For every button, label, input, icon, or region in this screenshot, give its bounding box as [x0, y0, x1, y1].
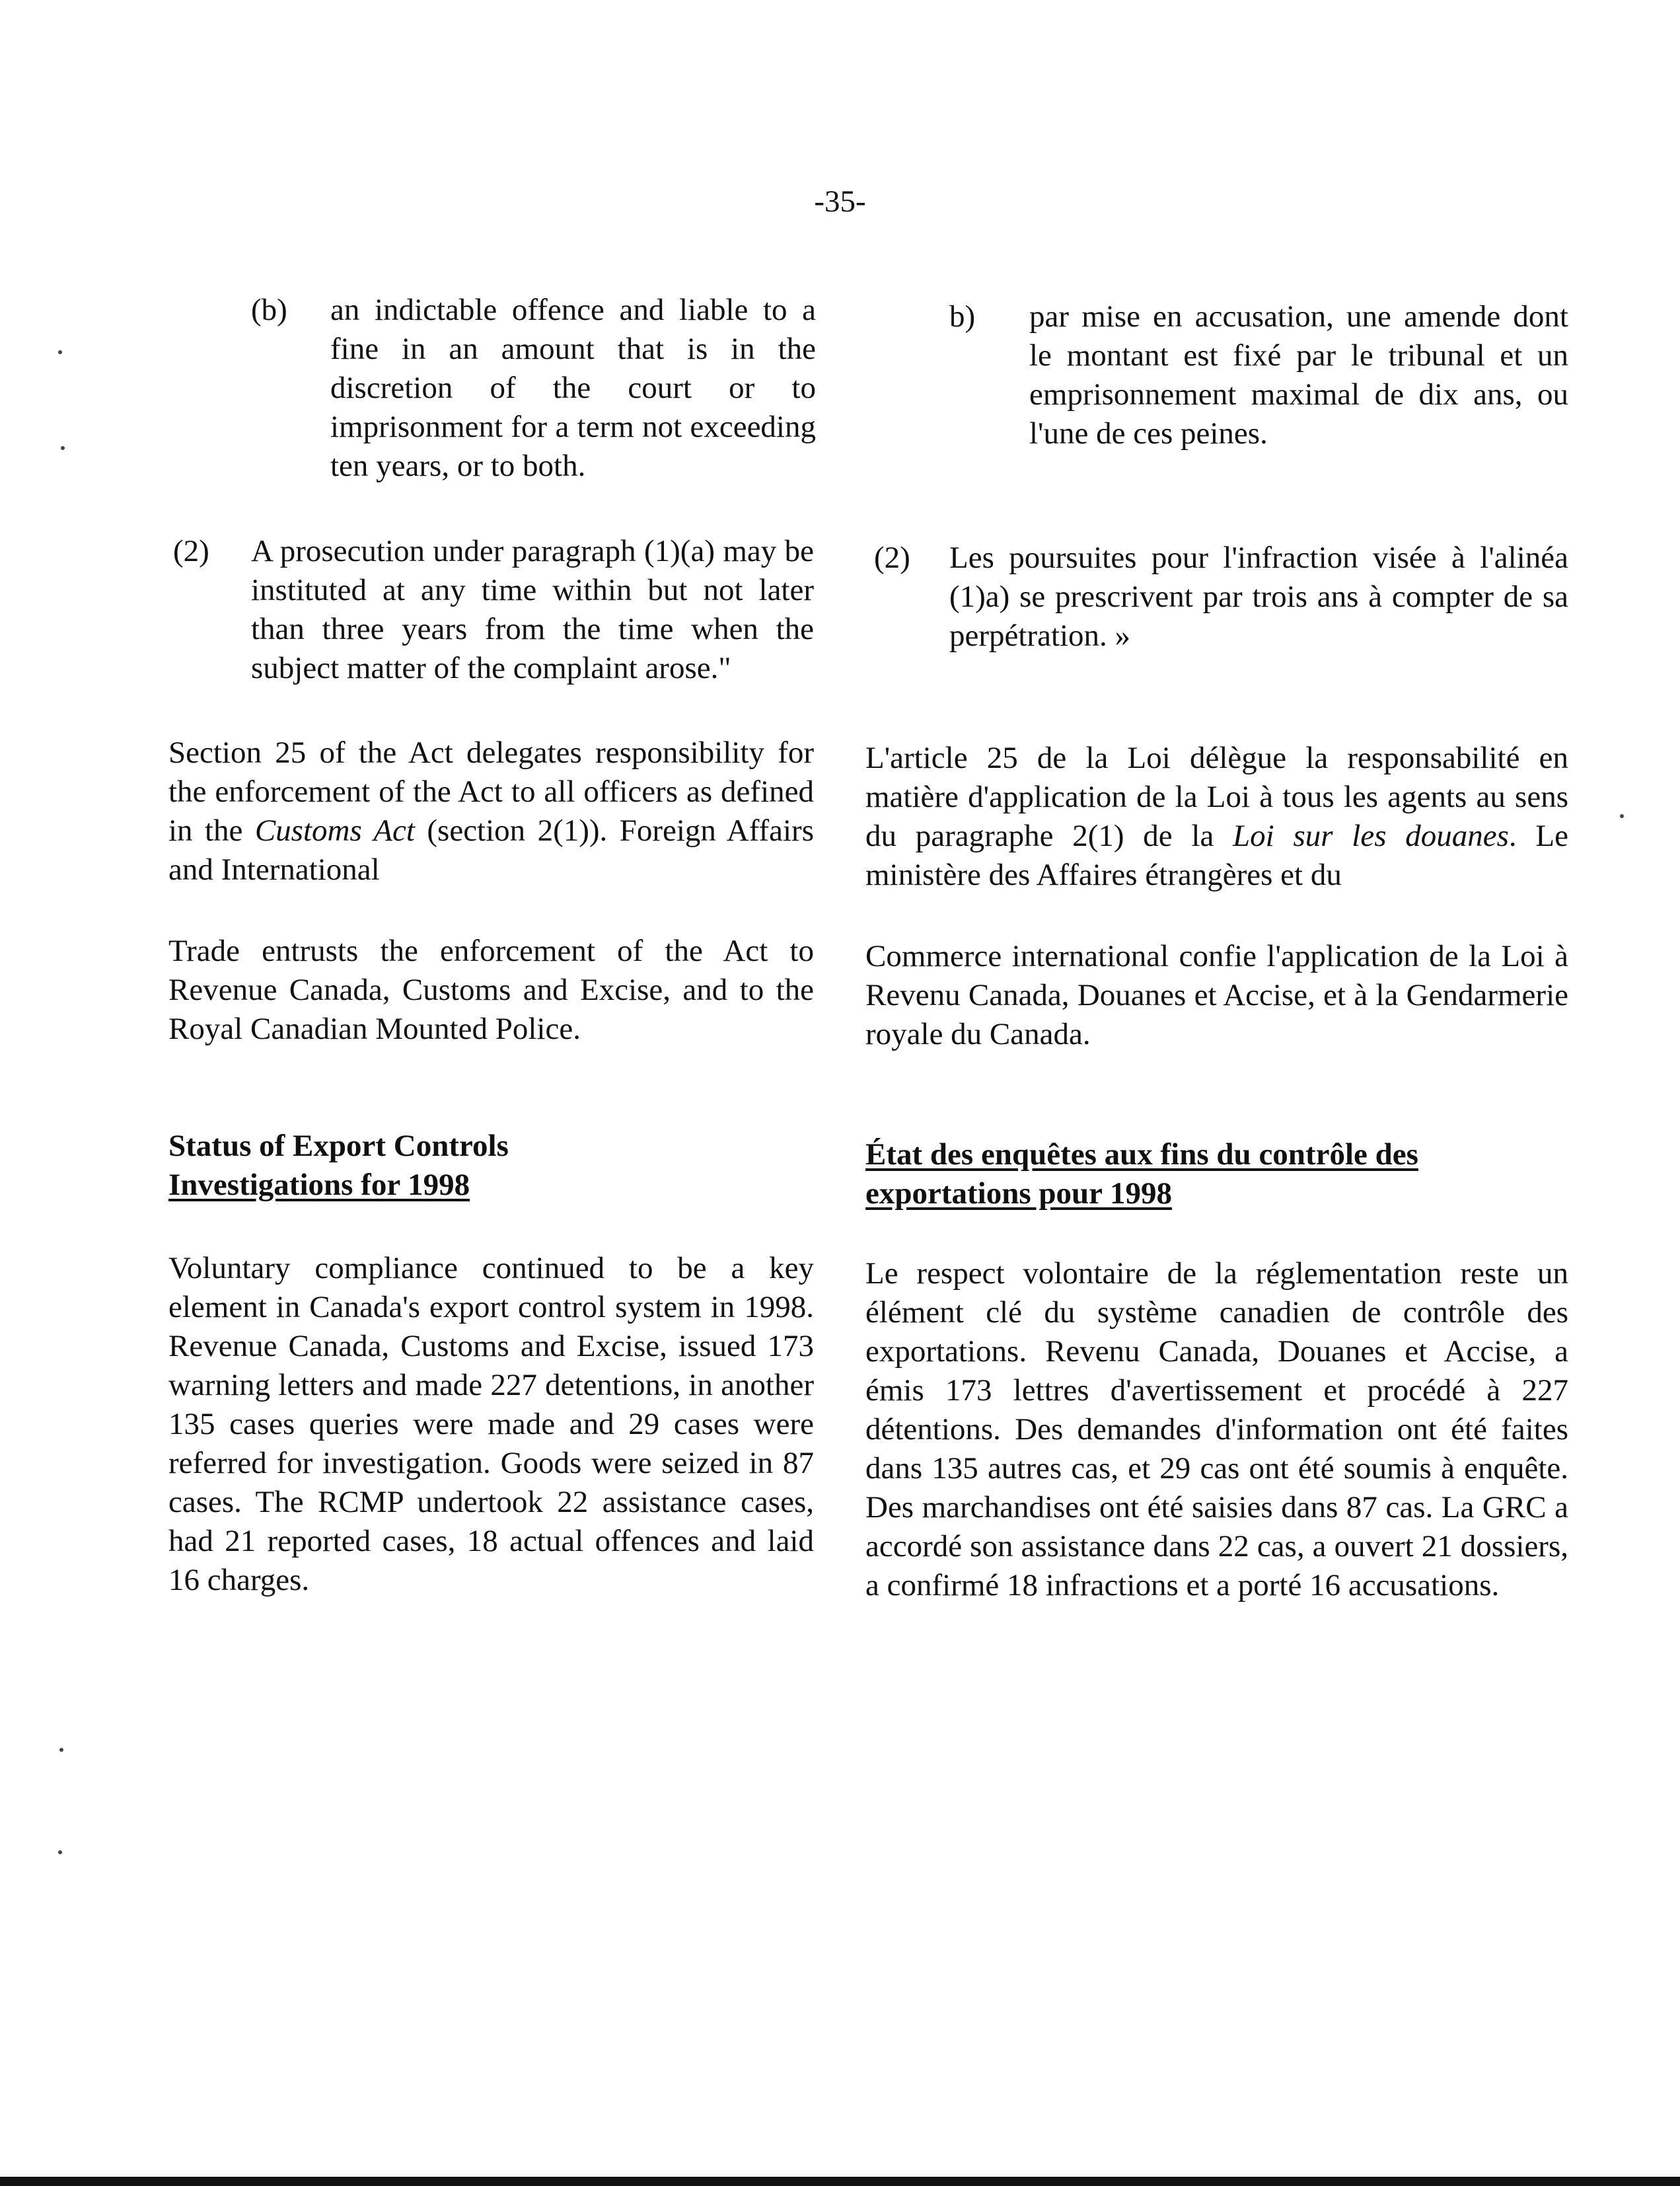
left-heading	[168, 1127, 814, 1205]
scan-speck	[61, 446, 65, 450]
right-item-b-label: b)	[949, 299, 976, 334]
right-paragraph-compliance: Le respect volontaire de la réglementation reste un élément clé du système canadien de contrôle des exportations. Revenu Canada, Douanes et Accise, a émis 173 lettres d'avertissement et procédé à 227 détentions. Des demandes d'information ont été faites dans 135 autres cas, et 29 cas ont été soumis à enquête. Des marchandises ont été saisies dans 87 cas. La GRC a accordé son assistance dans 22 cas, a ouvert 21 dossiers, a confirmé 18 infractions et a porté 16 accusations.	[865, 1256, 1568, 1602]
scan-speck	[58, 1850, 62, 1854]
left-paragraph-delegation	[168, 734, 814, 889]
left-item-b-label: (b)	[251, 293, 287, 327]
right-paragraph-delegation	[865, 739, 1568, 895]
left-para1-after: (section 2(1)). Foreign Affairs and International	[168, 813, 815, 887]
right-item-2-label: (2)	[874, 541, 910, 575]
right-para1-before: L'article 25 de la Loi délègue la responsabilité en matière d'application de la Loi à tous les agents au sens du paragraphe 2(1) de la	[865, 741, 1568, 853]
right-heading-line2: exportations pour 1998	[865, 1176, 1172, 1211]
right-heading	[865, 1135, 1568, 1213]
left-heading-line2: Investigations for 1998	[168, 1168, 470, 1202]
right-para1-italic: Loi sur les douanes	[1233, 819, 1509, 853]
left-heading-line1: Status of Export Controls	[168, 1129, 509, 1163]
left-item-2-label: (2)	[173, 534, 209, 568]
right-item-b-text: par mise en accusation, une amende dont le montant est fixé par le tribunal et un emprisonnement maximal de dix ans, ou l'une de ces peines.	[1029, 299, 1568, 451]
left-paragraph-enforcement: Trade entrusts the enforcement of the Act to Revenue Canada, Customs and Excise, and to the Royal Canadian Mounted Police.	[168, 934, 814, 1046]
scan-speck	[59, 1748, 63, 1752]
right-item-2-text: Les poursuites pour l'infraction visée à l'alinéa (1)a) se prescrivent par trois ans à compter de sa perpétration. »	[949, 541, 1568, 653]
left-item-2-text: A prosecution under paragraph (1)(a) may be instituted at any time within but not later than three years from the time when the subject matter of the complaint arose."	[251, 534, 814, 685]
page-number: -35-	[814, 184, 866, 219]
scan-speck	[58, 350, 62, 354]
scan-speck	[1620, 814, 1624, 818]
right-paragraph-enforcement: Commerce international confie l'application de la Loi à Revenu Canada, Douanes et Accise, et à la Gendarmerie royale du Canada.	[865, 939, 1568, 1051]
left-para1-before: Section 25 of the Act delegates responsibility for the enforcement of the Act to all officers as defined in the	[168, 735, 814, 848]
right-para1-after: . Le ministère des Affaires étrangères et du	[865, 819, 1568, 892]
left-paragraph-compliance: Voluntary compliance continued to be a key element in Canada's export control system in 1998. Revenue Canada, Customs and Excise, issued 173 warning letters and made 227 detentions, in another 135 cases queries were made and 29 cases were referred for investigation. Goods were seized in 87 cases. The RCMP undertook 22 assistance cases, had 21 reported cases, 18 actual offences and laid 16 charges.	[168, 1251, 814, 1597]
right-heading-line1: État des enquêtes aux fins du contrôle des	[865, 1137, 1418, 1172]
bottom-edge-rule	[0, 2177, 1680, 2186]
left-item-b-text: an indictable offence and liable to a fine in an amount that is in the discretion of the court or to imprisonment for a term not exceeding ten years, or to both.	[330, 293, 816, 483]
left-para1-italic: Customs Act	[254, 813, 415, 848]
